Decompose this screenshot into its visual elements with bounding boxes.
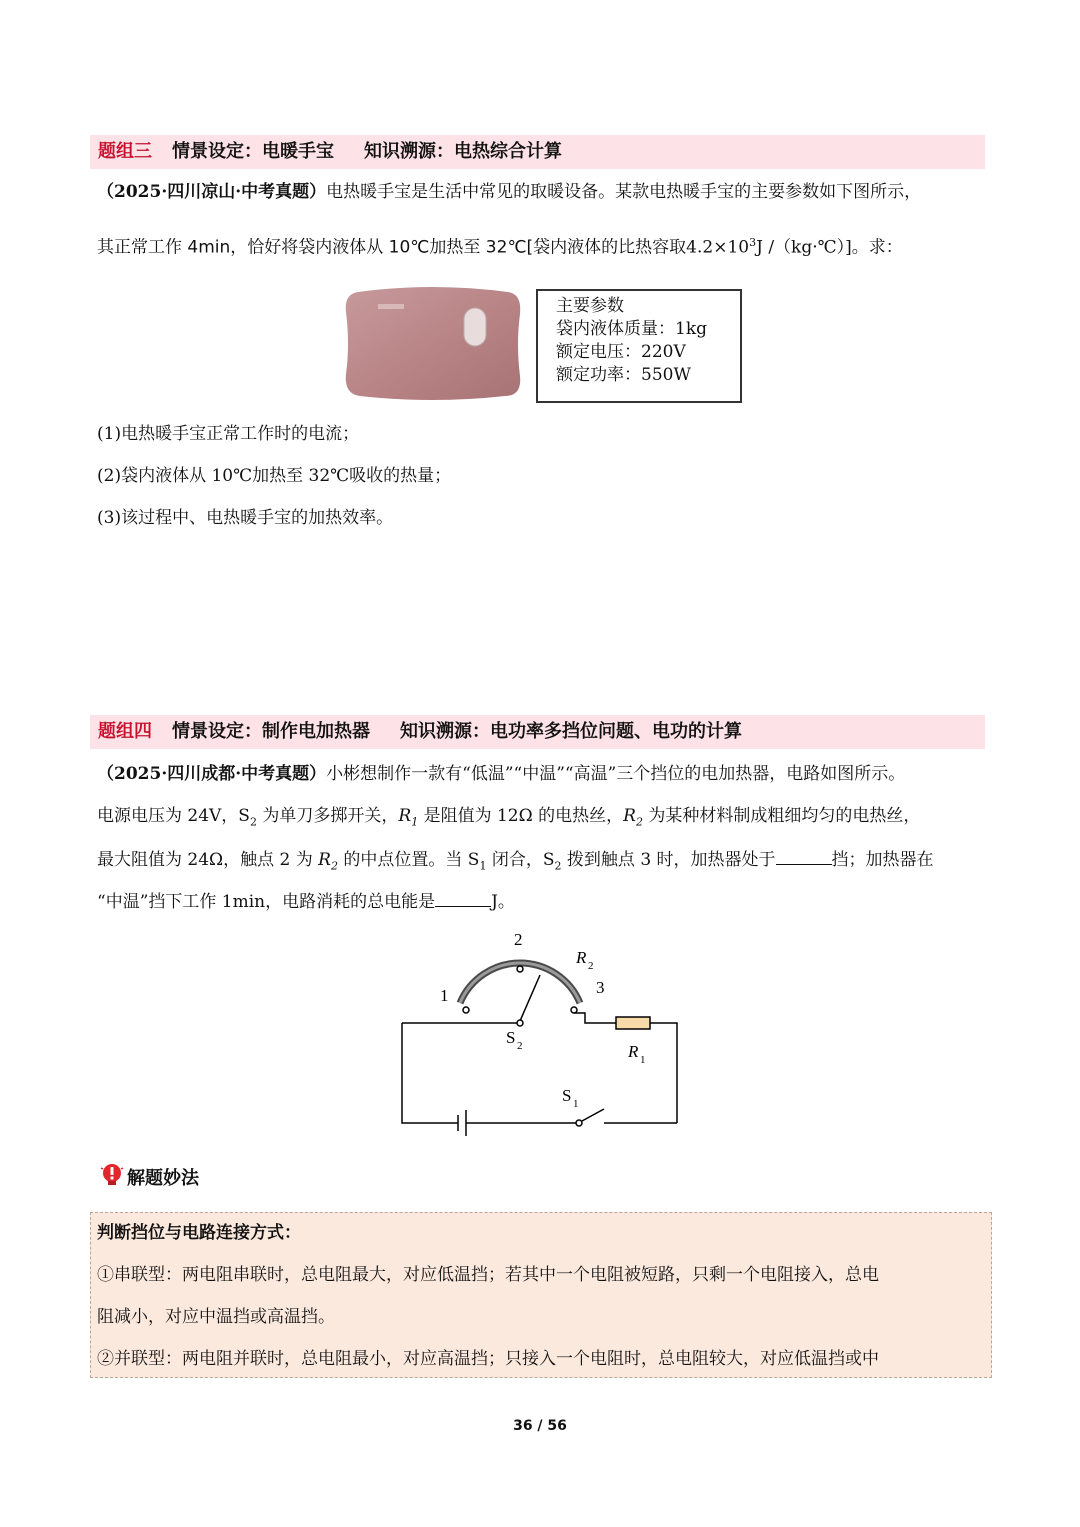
parameters-box	[536, 289, 742, 403]
svg-text:R: R	[628, 1042, 639, 1061]
tip-parallel-line1: ②并联型：两电阻并联时，总电阻最小，对应高温挡；只接入一个电阻时，总电阻较大，对应低温挡或中	[97, 1349, 879, 1369]
bulb-alert-icon	[100, 1162, 124, 1188]
svg-text:2: 2	[514, 930, 523, 949]
source-label: 知识溯源：电热综合计算	[364, 141, 562, 162]
sub-question-3: (3)该过程中、电热暖手宝的加热效率。	[97, 508, 394, 528]
contact-3	[571, 1007, 577, 1013]
contact-1	[463, 1007, 469, 1013]
svg-text:S: S	[506, 1028, 516, 1047]
question-line: 电源电压为 24V，$S_2$ 为单刀多掷开关，$R_1$ 是阻值为 12Ω 的电热丝，$R_2$ 为某种材料制成粗细均匀的电热丝，	[97, 806, 921, 829]
section-header-group4	[90, 715, 985, 749]
section-header-group3	[90, 135, 985, 169]
svg-text:1: 1	[440, 986, 449, 1005]
group-tag: 题组四	[98, 721, 152, 742]
sub-question-1: (1)电热暖手宝正常工作时的电流；	[97, 424, 360, 444]
question-line: 最大阻值为 24Ω，触点 2 为 $R_2$ 的中点位置。当 $S_1$ 闭合，$S_2$ 拨到触点 3 时，加热器处于 挡；加热器在	[97, 846, 934, 878]
svg-text:1: 1	[573, 1098, 579, 1110]
params-title: 主要参数	[556, 296, 624, 316]
hand-warmer-image	[340, 284, 525, 404]
question-source: （2025·四川成都·中考真题）	[97, 764, 327, 784]
answer-blank[interactable]	[776, 846, 832, 865]
svg-text:3: 3	[596, 978, 605, 997]
scene-label: 情景设定：电暖手宝	[172, 141, 334, 162]
contact-2	[517, 966, 523, 972]
scene-label: 情景设定：制作电加热器	[172, 721, 370, 742]
svg-text:R: R	[576, 948, 587, 967]
svg-text:S: S	[562, 1086, 572, 1105]
param-mass: 袋内液体质量：1kg	[556, 319, 707, 339]
svg-text:2: 2	[588, 960, 594, 972]
tip-series-line2: 阻减小，对应中温挡或高温挡。	[97, 1307, 335, 1327]
group-tag: 题组三	[98, 141, 152, 162]
svg-text:2: 2	[517, 1040, 523, 1052]
switch-s2-pivot	[517, 1020, 523, 1026]
resistor-r1	[616, 1017, 650, 1029]
circuit-diagram	[390, 925, 700, 1140]
switch-s1-pivot	[576, 1120, 582, 1126]
param-power: 额定功率：550W	[556, 365, 691, 385]
question-source: （2025·四川凉山·中考真题）	[97, 182, 327, 202]
svg-text:1: 1	[640, 1054, 646, 1066]
tip-series-line1: ①串联型：两电阻串联时，总电阻最大，对应低温挡；若其中一个电阻被短路，只剩一个电阻接入，总电	[97, 1265, 879, 1285]
param-voltage: 额定电压：220V	[556, 342, 686, 362]
tips-heading: 判断挡位与电路连接方式：	[97, 1223, 301, 1243]
question-line: （2025·四川成都·中考真题）小彬想制作一款有“低温”“中温”“高温”三个挡位的电加热器，电路如图所示。	[97, 764, 906, 784]
question-line: （2025·四川凉山·中考真题）电热暖手宝是生活中常见的取暖设备。某款电热暖手宝的主要参数如下图所示，	[97, 182, 922, 202]
sub-question-2: (2)袋内液体从 10℃加热至 32℃吸收的热量；	[97, 466, 452, 486]
source-label: 知识溯源：电功率多挡位问题、电功的计算	[400, 721, 742, 742]
question-line: 其正常工作 4min，恰好将袋内液体从 10℃加热至 32℃[袋内液体的比热容取$4.2\times 10^3J$ /（kg·℃）]。求：	[97, 236, 903, 258]
answer-blank[interactable]	[435, 888, 491, 907]
tips-title: 解题妙法	[127, 1168, 199, 1189]
page-number: 36 / 56	[513, 1418, 567, 1434]
question-line: “中温”挡下工作 1min，电路消耗的总电能是 J。	[97, 888, 515, 914]
